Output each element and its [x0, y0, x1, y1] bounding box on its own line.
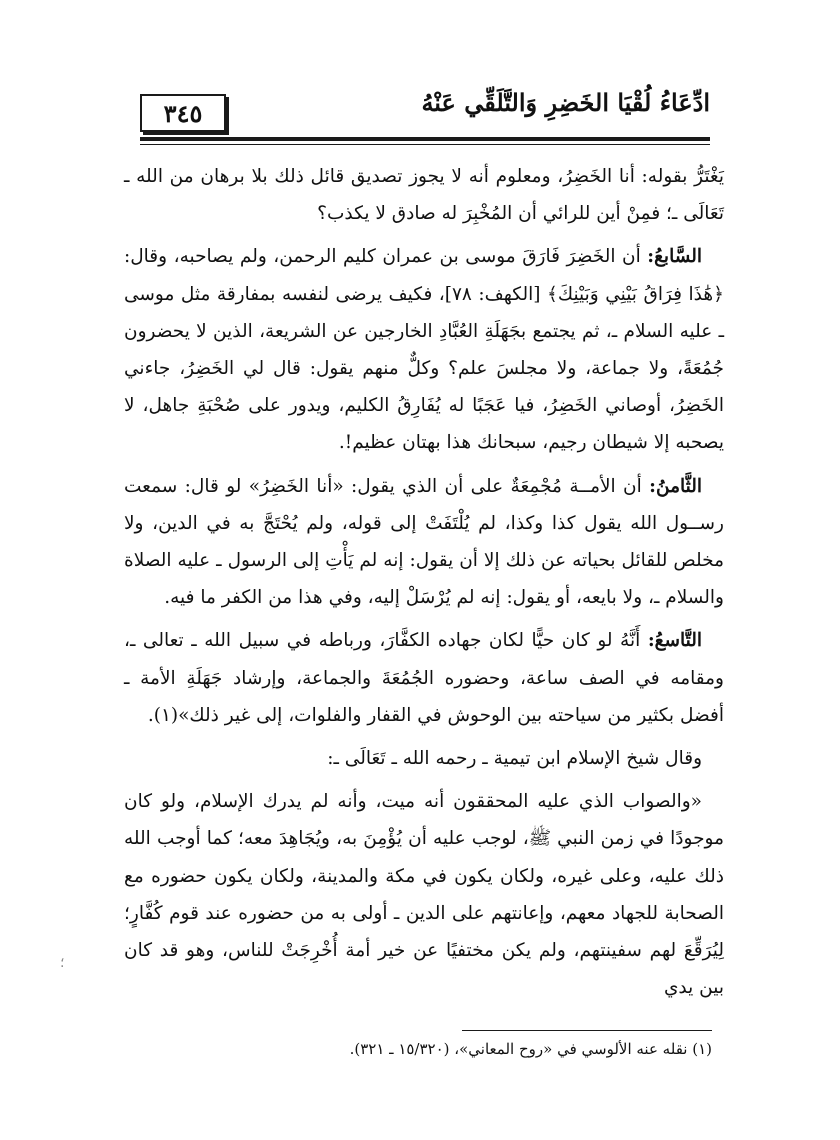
body-text: [124, 158, 724, 1012]
paragraph-ibn-taymiyyah-intro: [124, 740, 724, 777]
page-number: ٣٤٥: [163, 98, 203, 128]
paragraph-1: [124, 158, 724, 232]
paragraph-text: يَغْتَرُّ بقوله: أنا الخَضِرُ، ومعلوم أنه لا يجوز تصديق قائل ذلك بلا برهان من الله ـ تَعَالَى ـ؛ فمِنْ أين للرائي أن المُخْبِرَ له صادق لا يكذب؟: [124, 166, 725, 225]
paragraph-eighth: [124, 468, 724, 617]
paragraph-lead: الثَّامنُ:: [649, 475, 702, 497]
paragraph-lead: التَّاسعُ:: [647, 630, 702, 652]
paragraph-ninth: [124, 622, 724, 734]
header-rule: [140, 137, 710, 141]
paragraph-text: وقال شيخ الإسلام ابن تيمية ـ رحمه الله ـ تَعَالَى ـ:: [327, 748, 702, 770]
paragraph-text: «والصواب الذي عليه المحققون أنه ميت، وأنه لم يدرك الإسلام، ولو كان موجودًا في زمن النبي ﷺ، لوجب عليه أن يُؤْمِنَ به، ويُجَاهِدَ معه؛ كما أوجب الله ذلك عليه، وعلى غيره، ولكان يكون في مكة والمدينة، ولكان يكون حضوره مع الصحابة للجهاد معهم، وإعانتهم على الدين ـ أولى به من حضوره عند قوم كُفَّارٍ؛ لِيُرَقِّعَ لهم سفينتهم، ولم يكن مختفيًا عن خير أمة أُخْرِجَتْ للناس، وهو قد كان بين يدي: [124, 791, 724, 999]
footnote: (١) نقله عنه الألوسي في «روح المعاني»، (١٥/٣٢٠ ـ ٣٢١).: [349, 1040, 712, 1058]
running-title: ادِّعَاءُ لُقْيَا الخَضِرِ وَالتَّلَقِّي عَنْهُ: [421, 88, 710, 117]
header-rule-thin: [140, 144, 710, 145]
paragraph-seventh: [124, 238, 724, 461]
page-number-box: [140, 94, 226, 132]
margin-mark: ؛: [60, 955, 65, 971]
paragraph-text: أن الأمــة مُجْمِعَةٌ على أن الذي يقول: «أنا الخَضِرُ» لو قال: سمعت رســول الله يقول كذا وكذا، لم يُلْتَفَتْ إلى قوله، ولم يُحْتَجَّ به في الدين، ولا مخلص للقائل بحياته عن ذلك إلا أن يقول: إنه لم يَأْتِ إلى الرسول ـ عليه الصلاة والسلام ـ، ولا بايعه، أو يقول: إنه لم يُرْسَلْ إليه، وفي هذا من الكفر ما فيه.: [124, 475, 724, 609]
paragraph-text: أن الخَضِرَ فَارَقَ موسى بن عمران كليم الرحمن، ولم يصاحبه، وقال: ﴿هَٰذَا فِرَاقُ بَيْنِي وَبَيْنِكَ﴾ [الكهف: ٧٨]، فكيف يرضى لنفسه بمفارقة مثل موسى ـ عليه السلام ـ، ثم يجتمع بجَهَلَةِ العُبَّادِ الخارجين عن الشريعة، الذين لا يحضرون جُمُعَةً، ولا جماعة، ولا مجلسَ علم؟ وكلٌّ منهم يقول: قال لي الخَضِرُ، جاءني الخَضِرُ، أوصاني الخَضِرُ، فيا عَجَبًا له يُفَارِقُ الكليم، ويدور على صُحْبَةِ جاهل، لا يصحبه إلا شيطان رجيم، سبحانك هذا بهتان عظيم!.: [124, 246, 724, 454]
paragraph-quote: [124, 783, 724, 1006]
footnote-rule: [462, 1030, 712, 1031]
paragraph-lead: السَّابعُ:: [647, 246, 702, 268]
paragraph-text: أَنَّهُ لو كان حيًّا لكان جهاده الكفَّارَ، ورباطه في سبيل الله ـ تعالى ـ، ومقامه في الصف ساعة، وحضوره الجُمُعَةَ والجماعة، وإرشاد جَهَلَةِ الأمة ـ أفضل بكثير من سياحته بين الوحوش في القفار والفلوات، إلى غير ذلك»(١).: [124, 630, 724, 726]
